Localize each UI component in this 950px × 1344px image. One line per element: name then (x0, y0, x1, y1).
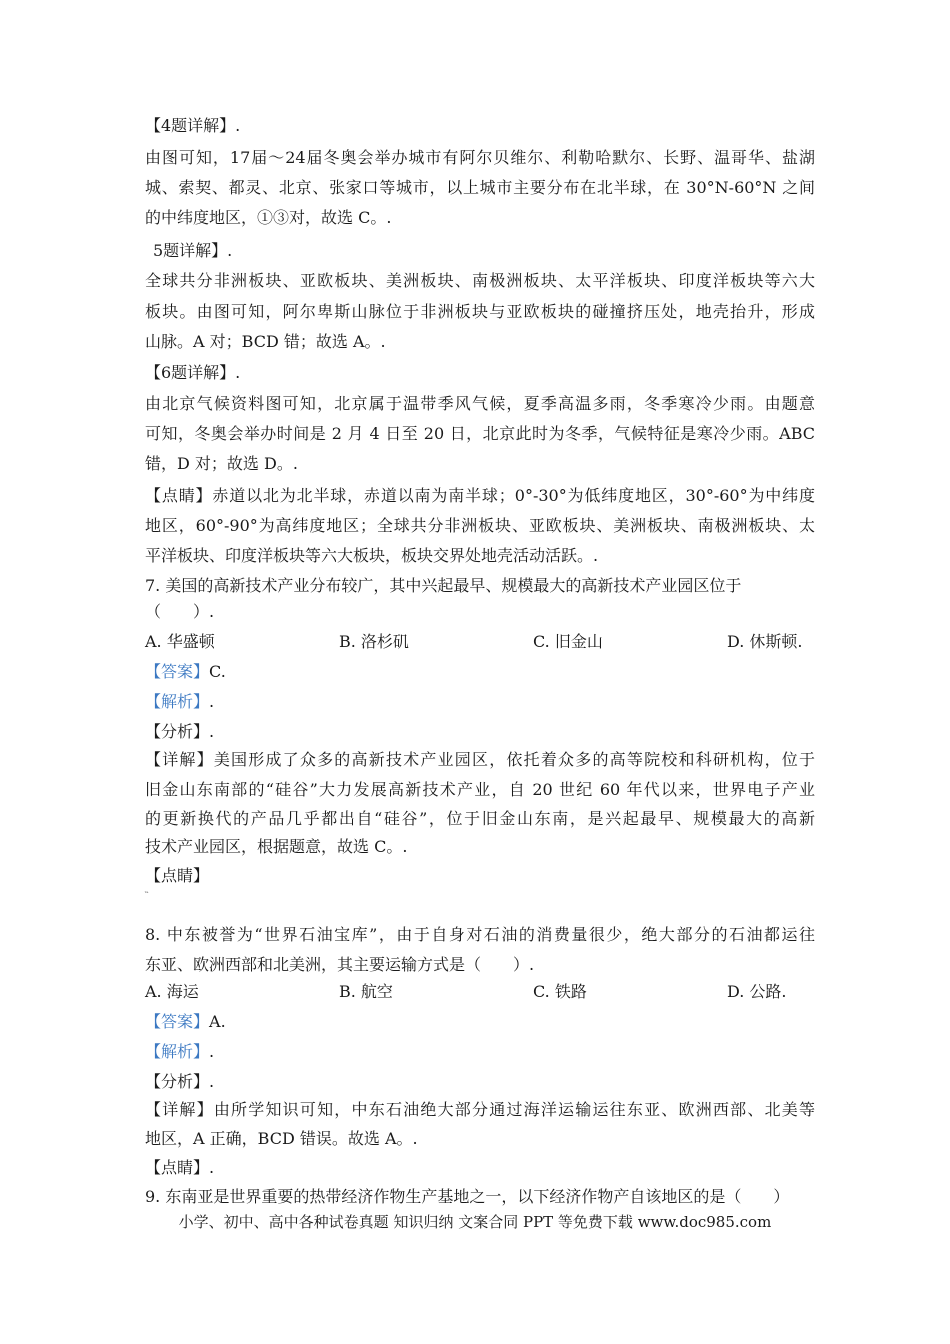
q4-detail-line: 城、索契、都灵、北京、张家口等城市，以上城市主要分布在北半球，在 30°N-60°N 之间 (145, 178, 815, 197)
page-footer: 小学、初中、高中各种试卷真题 知识归纳 文案合同 PPT 等免费下载 www.doc985.com (178, 1213, 772, 1231)
q7-option-c: C. 旧金山 (533, 632, 603, 651)
q7-stem: （ ）. (145, 602, 215, 621)
dianjing-line: 地区，60°-90°为高纬度地区；全球共分非洲板块、亚欧板块、美洲板块、南极洲板块、太 (145, 516, 815, 535)
q7-answer (145, 661, 815, 683)
q7-analysis (145, 691, 815, 713)
q8-answer (145, 1011, 815, 1033)
analysis-value: . (209, 692, 215, 711)
answer-value: C. (209, 662, 226, 681)
analysis-label: 【解析】 (145, 692, 210, 711)
q5-detail-line: 山脉。A 对；BCD 错；故选 A。. (145, 332, 386, 351)
q8-detail-line: 【详解】由所学知识可知，中东石油绝大部分通过海洋运输运往东亚、欧洲西部、北美等 (145, 1100, 815, 1119)
q8-option-b: B. 航空 (339, 982, 393, 1001)
q4-detail-line: 的中纬度地区，①③对，故选 C。. (145, 208, 392, 227)
q4-detail-heading: 【4题详解】. (145, 116, 241, 135)
q4-detail-line: 由图可知，17届～24届冬奥会举办城市有阿尔贝维尔、利勒哈默尔、长野、温哥华、盐湖 (145, 148, 815, 167)
q8-stem: 东亚、欧洲西部和北美洲，其主要运输方式是（ ）. (145, 955, 535, 974)
q6-detail-line: 可知，冬奥会举办时间是 2 月 4 日至 20 日，北京此时为冬季，气候特征是寒冷少雨。ABC (145, 424, 815, 443)
q6-detail-heading: 【6题详解】. (145, 363, 241, 382)
q9-stem: 9. 东南亚是世界重要的热带经济作物生产基地之一，以下经济作物产自该地区的是（ ） (145, 1187, 790, 1206)
q7-option-b: B. 洛杉矶 (339, 632, 409, 651)
dianjing-line: 【点睛】赤道以北为北半球，赤道以南为南半球；0°-30°为低纬度地区，30°-60°为中纬度 (145, 486, 815, 505)
answer-value: A. (209, 1012, 226, 1031)
answer-label: 【答案】 (145, 662, 210, 681)
q6-detail-line: 由北京气候资料图可知，北京属于温带季风气候，夏季高温多雨，冬季寒冷少雨。由题意 (145, 394, 815, 413)
q7-stem: 7. 美国的高新技术产业分布较广，其中兴起最早、规模最大的高新技术产业园区位于 (145, 576, 742, 595)
answer-label: 【答案】 (145, 1012, 210, 1031)
q5-detail-line: 板块。由图可知，阿尔卑斯山脉位于非洲板块与亚欧板块的碰撞挤压处，地壳抬升，形成 (145, 302, 815, 321)
q6-detail-line: 错，D 对；故选 D。. (145, 454, 298, 473)
q5-detail-heading: 5题详解】. (153, 241, 233, 260)
stray-mark: ˵ (145, 887, 148, 897)
q8-detail-line: 地区，A 正确，BCD 错误。故选 A。. (145, 1129, 418, 1148)
q8-dianjing: 【点睛】. (145, 1158, 215, 1177)
q7-fenxi: 【分析】. (145, 722, 215, 741)
q8-analysis (145, 1041, 815, 1063)
q7-option-a: A. 华盛顿 (145, 632, 215, 651)
q7-dianjing: 【点睛】 (145, 866, 210, 885)
q8-stem: 8. 中东被誉为“世界石油宝库”，由于自身对石油的消费量很少，绝大部分的石油都运往 (145, 925, 815, 944)
q8-option-a: A. 海运 (145, 982, 199, 1001)
q8-option-d: D. 公路. (727, 982, 787, 1001)
q8-option-c: C. 铁路 (533, 982, 587, 1001)
q7-detail-line: 技术产业园区，根据题意，故选 C。. (145, 837, 408, 856)
q7-option-d: D. 休斯顿. (727, 632, 803, 651)
dianjing-line: 平洋板块、印度洋板块等六大板块，板块交界处地壳活动活跃。. (145, 546, 599, 565)
q7-detail-line: 旧金山东南部的“硅谷”大力发展高新技术产业，自 20 世纪 60 年代以来，世界电子产业 (145, 780, 815, 799)
analysis-value: . (209, 1042, 215, 1061)
q7-detail-line: 的更新换代的产品几乎都出自“硅谷”，位于旧金山东南，是兴起最早、规模最大的高新 (145, 809, 815, 828)
q7-detail-line: 【详解】美国形成了众多的高新技术产业园区，依托着众多的高等院校和科研机构，位于 (145, 750, 815, 769)
analysis-label: 【解析】 (145, 1042, 210, 1061)
q5-detail-line: 全球共分非洲板块、亚欧板块、美洲板块、南极洲板块、太平洋板块、印度洋板块等六大 (145, 271, 815, 290)
q8-fenxi: 【分析】. (145, 1072, 215, 1091)
